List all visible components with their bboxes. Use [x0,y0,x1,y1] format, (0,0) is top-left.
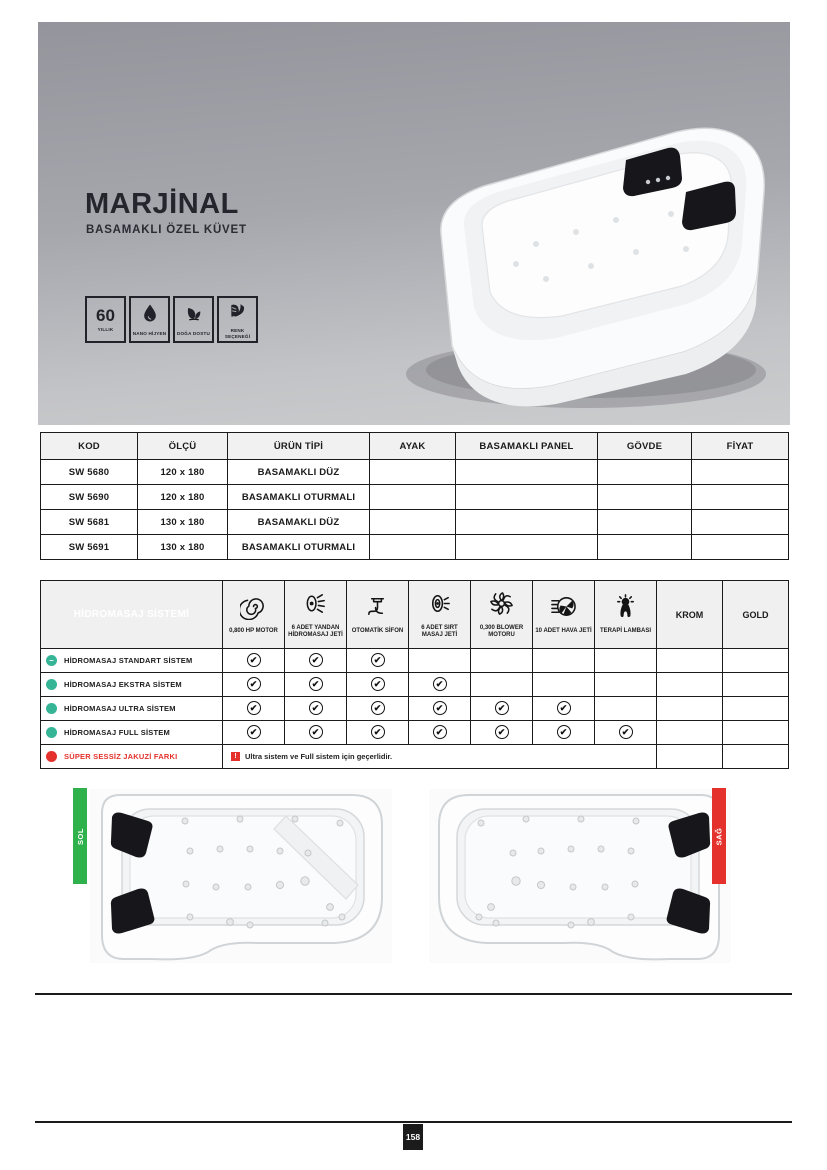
right-orientation-bar [712,788,726,884]
badge-colors: RENK SEÇENEĞİ [217,296,258,343]
col-header-ayak: AYAK [370,433,456,460]
teal-dot [46,703,57,714]
check-icon [495,725,509,739]
cell-kod: SW 5680 [41,460,138,485]
hydromassage-table [40,580,789,769]
cell-urun-tipi: BASAMAKLI OTURMALI [228,535,370,560]
page-title: MARJİNAL [85,188,239,220]
cell-urun-tipi: BASAMAKLI DÜZ [228,510,370,535]
spec-header-row [41,433,789,460]
col-header-fiyat: FİYAT [692,433,789,460]
col-header-urun-tipi: ÜRÜN TİPİ [228,433,370,460]
cell-govde [598,510,692,535]
hydro-table-title: HİDROMASAJ SİSTEMİ [41,581,223,649]
cell-ayak [370,485,456,510]
check-icon [371,725,385,739]
left-orientation-bar [73,788,87,884]
check-icon [619,725,633,739]
check-icon [371,653,385,667]
cell-kod: SW 5691 [41,535,138,560]
hydro-row-ultra: HİDROMASAJ ULTRA SİSTEM ✔ ✔ ✔ ✔ ✔ ✔ [41,697,789,721]
table-row [41,535,789,560]
check-icon [371,701,385,715]
exclamation-icon: ! [231,752,240,761]
table-row [41,460,789,485]
check-icon [247,701,261,715]
hydro-header-row: HİDROMASAJ SİSTEMİ 0,800 HP MOTOR 6 ADET YANDAN HİDROMASAJ JETİ OTOMATİK SİFON 6 ADET SIRT MASAJ JETİ 0,300 BLOWER MOTORU 10 ADET HAVA JETİ TERAPİ LAMBASI KROM GOLD [41,581,789,649]
hydro-row-full: HİDROMASAJ FULL SİSTEM ✔ ✔ ✔ ✔ ✔ ✔ ✔ [41,721,789,745]
cell-panel [456,485,598,510]
cell-panel [456,460,598,485]
side-jet-icon [302,590,329,622]
cell-olcu: 130 x 180 [138,535,228,560]
check-icon [433,725,447,739]
check-icon [433,677,447,691]
red-dot [46,751,57,762]
check-icon [557,725,571,739]
cell-olcu: 120 x 180 [138,460,228,485]
col-header-govde: GÖVDE [598,433,692,460]
check-icon [247,725,261,739]
note-text: Ultra sistem ve Full sistem için geçerlidir. [245,752,393,761]
col-header-gold: GOLD [723,581,789,649]
color-options-icon [227,300,249,325]
table-row [41,510,789,535]
blower-icon [488,590,515,622]
divider [35,1121,792,1123]
right-orientation-label: SAĞ [714,827,724,845]
cell-fiyat [692,485,789,510]
bathtub-render-image [386,74,798,422]
left-orientation-label: SOL [75,827,85,845]
check-icon [309,701,323,715]
cell-fiyat [692,460,789,485]
teal-dot [46,727,57,738]
check-icon [495,701,509,715]
siphon-icon [364,593,391,625]
check-icon [433,701,447,715]
eco-leaf-icon [183,303,205,328]
cell-urun-tipi: BASAMAKLI DÜZ [228,460,370,485]
cell-ayak [370,535,456,560]
check-icon [309,725,323,739]
badge-eco: DOĞA DOSTU [173,296,214,343]
back-jet-icon [426,590,453,622]
cell-fiyat [692,510,789,535]
badge-hygiene: NANO HİJYEN [129,296,170,343]
cell-panel [456,510,598,535]
check-icon [557,701,571,715]
hydro-row-note: SÜPER SESSİZ JAKUZİ FARKI ! Ultra sistem ve Full sistem için geçerlidir. [41,745,789,769]
cell-olcu: 130 x 180 [138,510,228,535]
teal-dot [46,679,57,690]
col-header-olcu: ÖLÇÜ [138,433,228,460]
hero-section [38,22,790,425]
cell-ayak [370,460,456,485]
teal-dot: – [46,655,57,666]
page-number-badge: 158 [403,1124,423,1150]
cell-kod: SW 5681 [41,510,138,535]
cell-urun-tipi: BASAMAKLI OTURMALI [228,485,370,510]
cell-ayak [370,510,456,535]
check-icon [309,653,323,667]
cell-panel [456,535,598,560]
water-drop-icon [139,303,161,328]
therapy-lamp-icon [612,593,639,625]
check-icon [309,677,323,691]
badge-60-number: 60 [96,305,115,325]
check-icon [247,653,261,667]
cell-kod: SW 5690 [41,485,138,510]
table-row [41,485,789,510]
bathtub-topview-right-image [429,789,731,963]
badge-row [85,296,258,343]
hydro-row-ekstra: HİDROMASAJ EKSTRA SİSTEM ✔ ✔ ✔ ✔ [41,673,789,697]
motor-icon [240,593,267,625]
divider [35,993,792,995]
check-icon [371,677,385,691]
col-header-krom: KROM [657,581,723,649]
col-header-basamakli-panel: BASAMAKLI PANEL [456,433,598,460]
spec-table [40,432,789,560]
cell-govde [598,485,692,510]
cell-fiyat [692,535,789,560]
cell-govde [598,535,692,560]
badge-60-years: 60 YILLIK [85,296,126,343]
air-jet-icon [550,593,577,625]
col-header-kod: KOD [41,433,138,460]
check-icon [247,677,261,691]
cell-govde [598,460,692,485]
bathtub-topview-left-image [90,789,392,963]
hydro-row-standart: – HİDROMASAJ STANDART SİSTEM ✔ ✔ ✔ [41,649,789,673]
cell-olcu: 120 x 180 [138,485,228,510]
page-subtitle: BASAMAKLI ÖZEL KÜVET [86,224,247,236]
